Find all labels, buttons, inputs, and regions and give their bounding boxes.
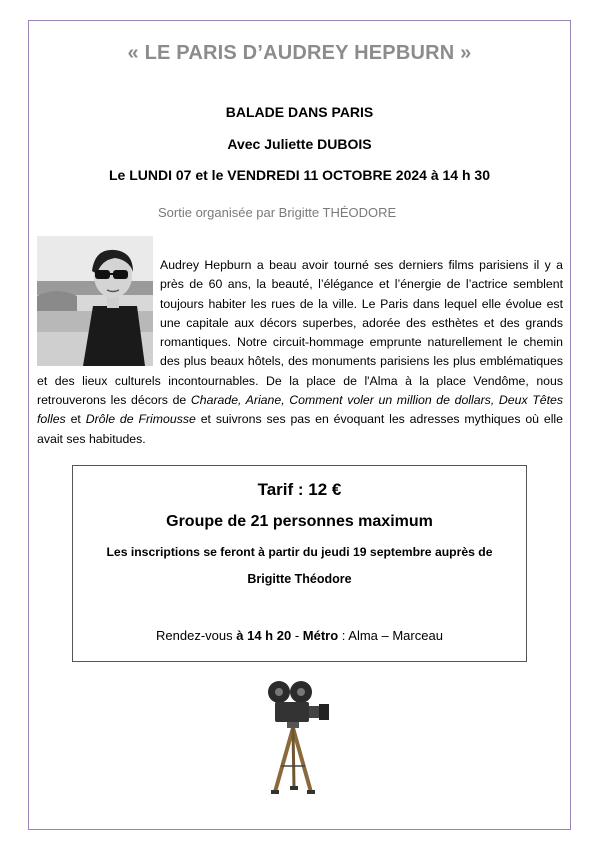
meeting-time: à 14 h 20	[236, 628, 292, 643]
film-camera-icon	[265, 680, 335, 795]
description-films: Charade, Ariane, Comment voler un million de dollars, Deux Têtes folles	[37, 393, 563, 427]
meeting-line	[73, 628, 526, 643]
meeting-metro-label: Métro	[302, 628, 339, 643]
meeting-metro: : Alma – Marceau	[338, 628, 443, 643]
description-conj: et	[65, 412, 86, 427]
description-paragraph	[37, 256, 563, 449]
registration-line: Les inscriptions se feront à partir du jeudi 19 septembre auprès de	[106, 545, 493, 559]
subtitle-dates: Le LUNDI 07 et le VENDREDI 11 OCTOBRE 2024 à 14 h 30	[108, 167, 490, 183]
contact-line: Brigitte Théodore	[247, 572, 352, 586]
description-text-2: et suivrons ses pas en évoquant les adresses mythiques où elle avait ses habitudes.	[37, 412, 563, 446]
organizer-line: Sortie organisée par Brigitte THÉODORE	[158, 205, 397, 220]
photo-wrap-spacer	[37, 256, 160, 370]
price-line: Tarif : 12 €	[257, 480, 342, 499]
group-size-line: Groupe de 21 personnes maximum	[166, 513, 433, 530]
meeting-sep: -	[291, 628, 303, 643]
subtitle-guide: Avec Juliette DUBOIS	[227, 136, 372, 152]
meeting-prefix: Rendez-vous	[156, 628, 237, 643]
page-title: « LE PARIS D’AUDREY HEPBURN »	[127, 42, 472, 64]
info-box	[72, 465, 527, 662]
description-text-1: Audrey Hepburn a beau avoir tourné ses derniers films parisiens il y a près de 60 ans, la beauté, l’élégance et l’énergie de l’actrice semblent toujours habiter les rues de la ville. Le Paris dans lequel elle évolue est une capitale aux décors superbes, adorée des esthètes et des grands romantiques. Notre circuit-hommage emprunte naturellement le chemin des plus beaux hôtels, des monuments parisiens les plus emblématiques et des lieux culturels incontournables. De la place de l'Alma à la place Vendôme, nous retrouverons les décors de	[37, 258, 563, 408]
subtitle-walk: BALADE DANS PARIS	[225, 104, 374, 120]
description-film-last: Drôle de Frimousse	[85, 412, 196, 427]
